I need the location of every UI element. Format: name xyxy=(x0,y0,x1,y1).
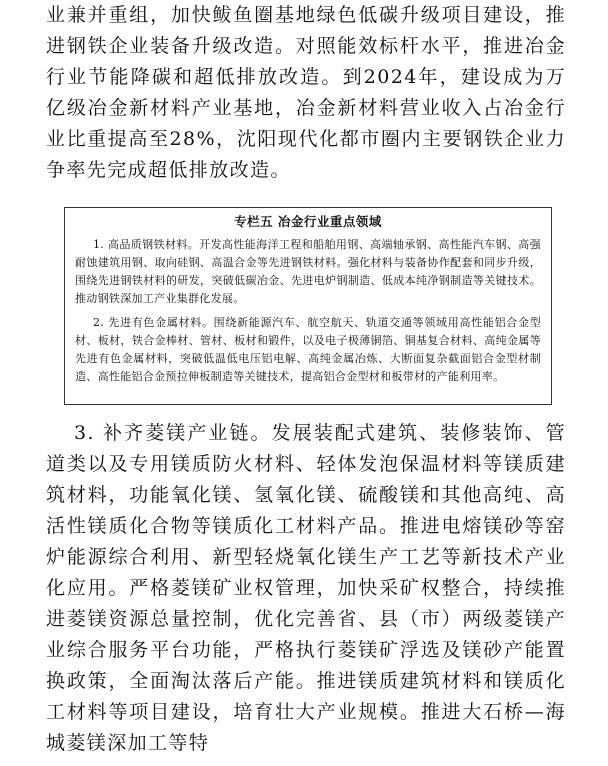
sidebar-box-item-nonferrous: 2. 先进有色金属材料。围绕新能源汽车、航空航天、轨道交通等领域用高性能铝合金型材、板材，铁合金棒材、管材、板材和锻件，以及电子极薄铜箔、铜基复合材料、高纯金属等先进有色金属材料，突破低温低电压铝电解、高纯金属冶炼、大断面复杂截面铝合金型材制造、高性能铝合金预拉伸板制造等关键技术，提高铝合金型材和板带材的产能利用率。 xyxy=(75,316,541,383)
body-paragraph-magnesite: 3. 补齐菱镁产业链。发展装配式建筑、装修装饰、管道类以及专用镁质防火材料、轻体发泡保温材料等镁质建筑材料，功能氧化镁、氢氧化镁、硫酸镁和其他高纯、高活性镁质化合物等镁质化工材料产品。推进电熔镁砂等窑炉能源综合利用、新型轻烧氧化镁生产工艺等新技术产业化应用。严格菱镁矿业权管理，加快采矿权整合，持续推进菱镁资源总量控制，优化完善省、县（市）两级菱镁产业综合服务平台功能，严格执行菱镁矿浮选及镁砂产能置换政策，全面淘汰落后产能。推进镁质建筑材料和镁质化工材料等项目建设，培育壮大产业规模。推进大石桥—海城菱镁深加工等特 xyxy=(46,422,566,754)
sidebar-box-column-five xyxy=(64,207,552,405)
body-paragraph-metallurgy: 业兼并重组，加快鲅鱼圈基地绿色低碳升级项目建设，推进钢铁企业装备升级改造。对照能效标杆水平，推进冶金行业节能降碳和超低排放改造。到2024年，建设成为万亿级冶金新材料产业基地，冶金新材料营业收入占冶金行业比重提高至28%，沈阳现代化都市圈内主要钢铁企业力争率先完成超低排放改造。 xyxy=(46,4,566,181)
sidebar-box-title: 专栏五 冶金行业重点领域 xyxy=(234,214,382,229)
sidebar-box-item-steel: 1. 高品质钢铁材料。开发高性能海洋工程和船舶用钢、高端轴承钢、高性能汽车钢、高强耐蚀建筑用钢、取向硅钢、高温合金等先进钢铁材料。强化材料与装备协作配套和同步升级，围绕先进钢铁材料的研发，突破低碳冶金、先进电炉钢制造、低成本纯净钢制造等关键技术。推动钢铁深加工产业集群化发展。 xyxy=(75,238,541,305)
